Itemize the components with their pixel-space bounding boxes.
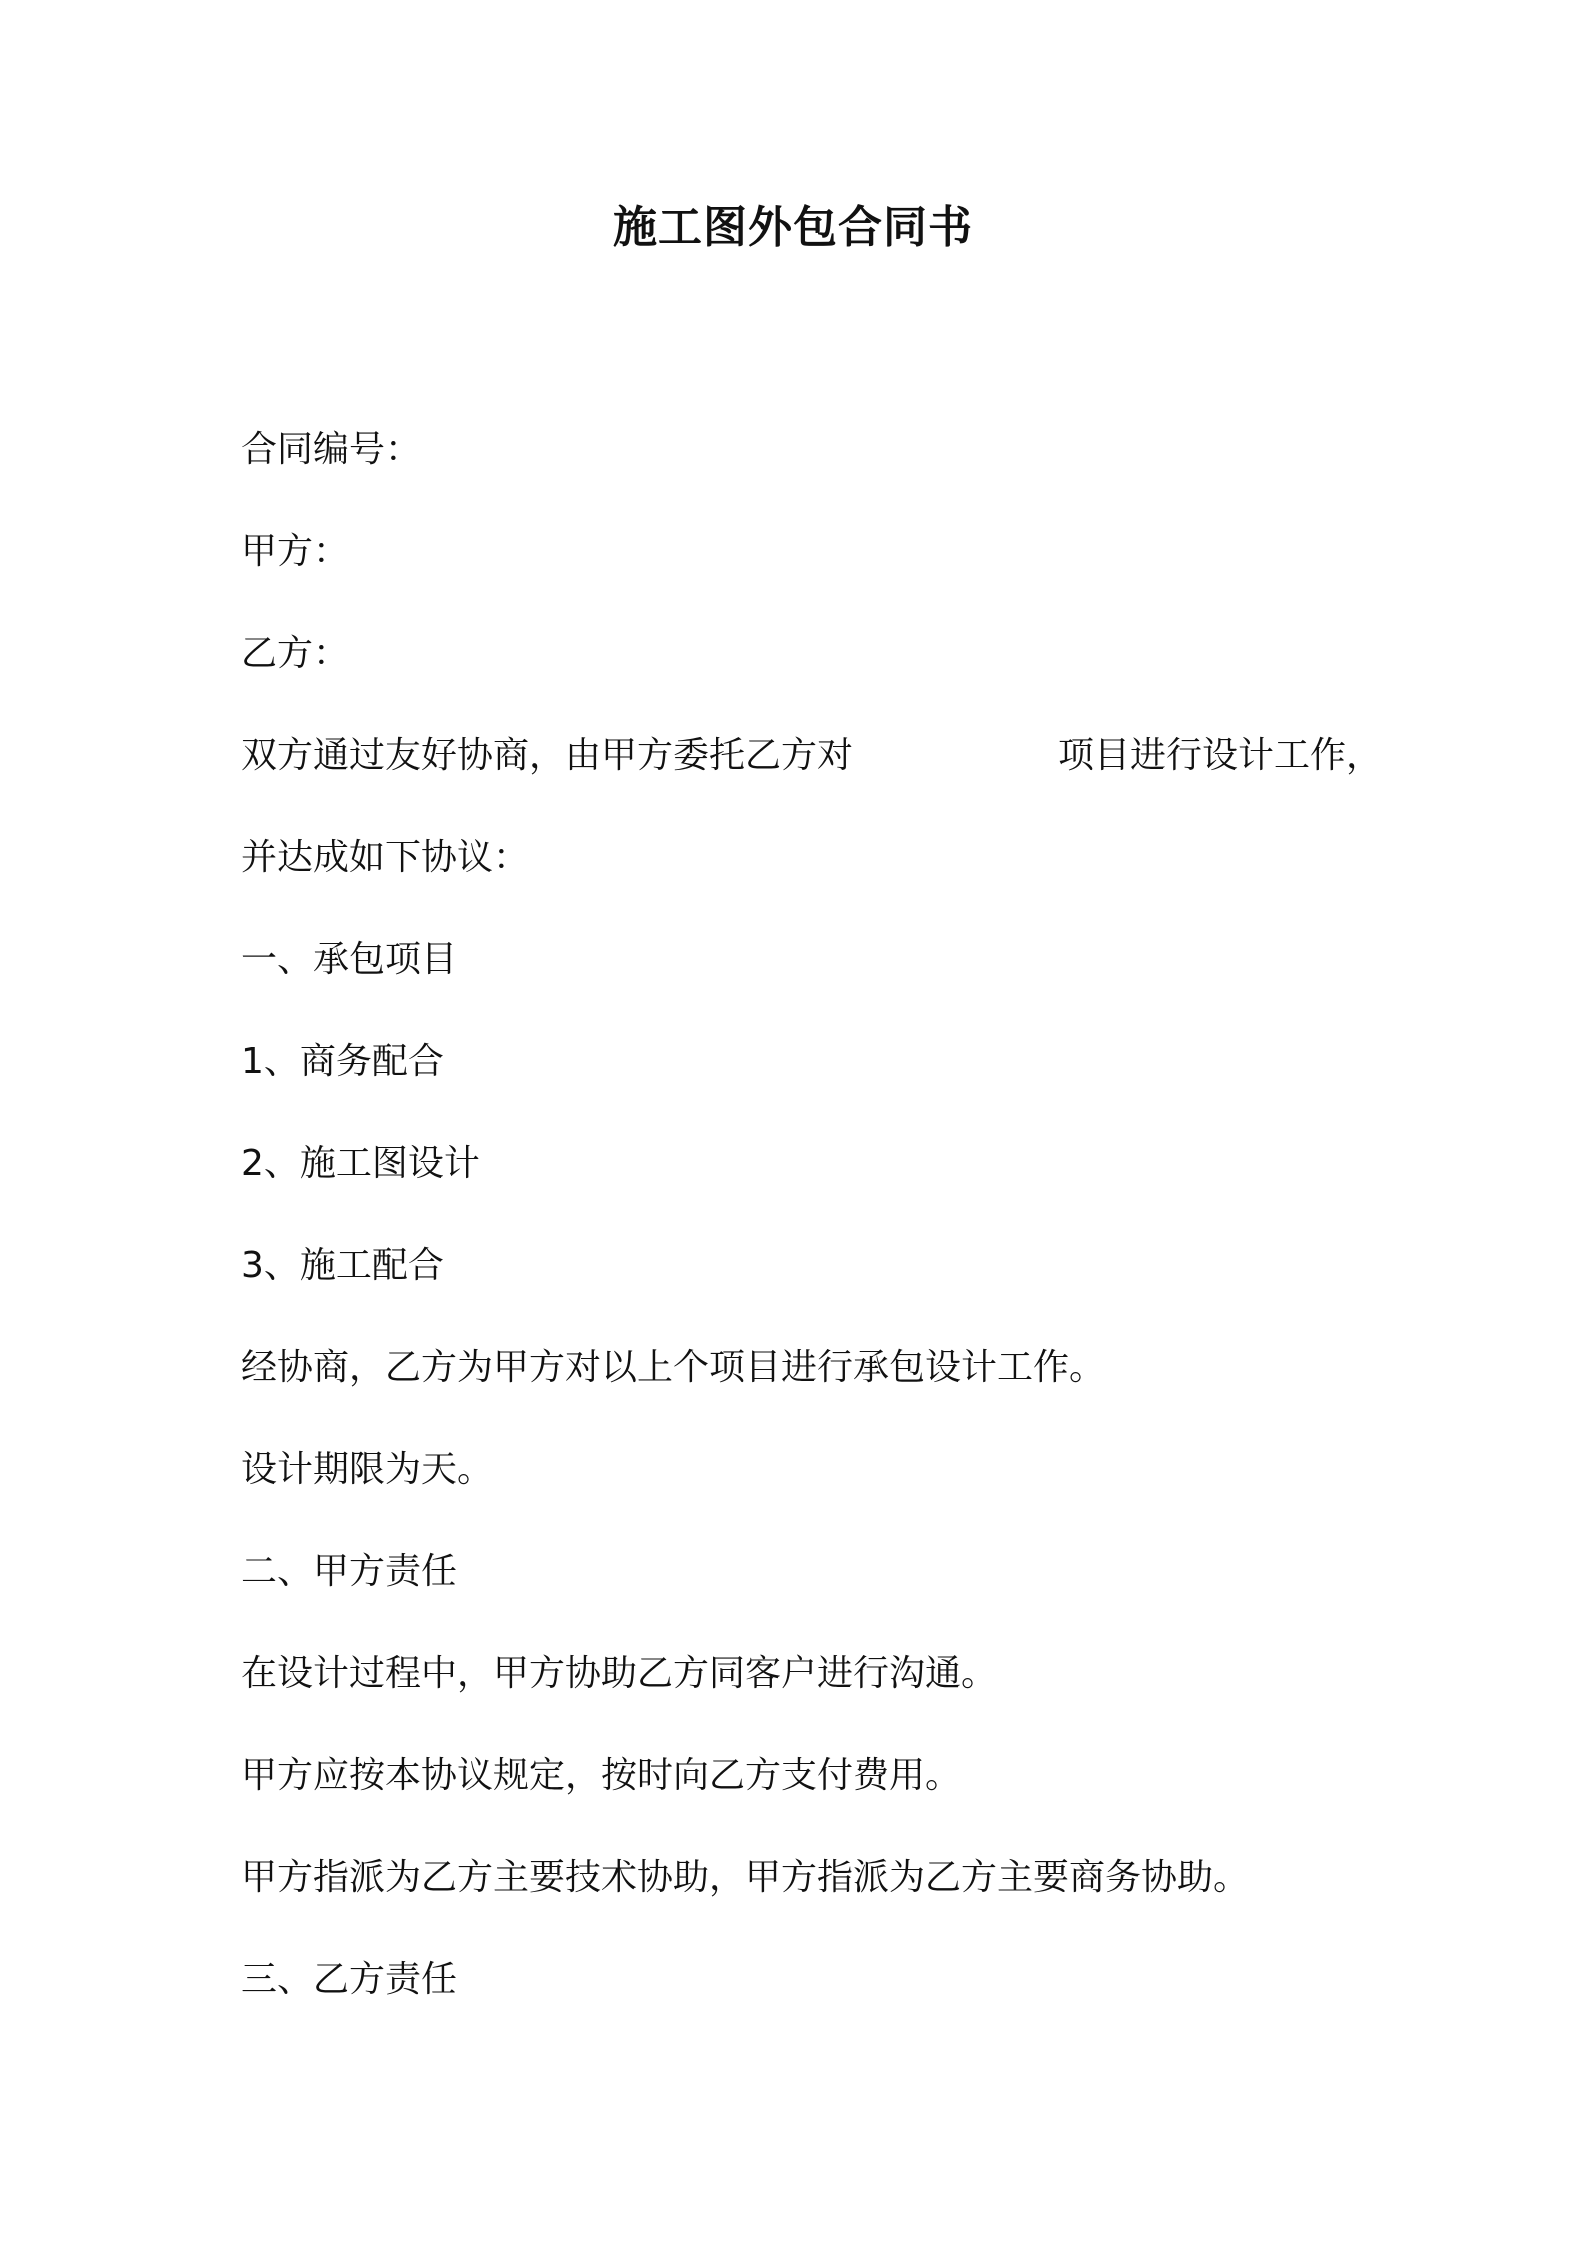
intro-paragraph-line1	[241, 732, 1382, 780]
section2-text: 甲方应按本协议规定，按时向乙方支付费用。	[241, 1755, 962, 1796]
intro-paragraph-line2: 并达成如下协议：	[241, 837, 530, 878]
section1-text: 经协商，乙方为甲方对以上个项目进行承包设计工作。	[241, 1347, 1106, 1388]
section2-heading: 二、甲方责任	[241, 1551, 458, 1592]
section1-item: 2、施工图设计	[241, 1143, 480, 1184]
contract-number-label: 合同编号：	[241, 429, 422, 470]
section2-text: 甲方指派为乙方主要技术协助，甲方指派为乙方主要商务协助。	[241, 1857, 1250, 1898]
section2-text: 在设计过程中，甲方协助乙方同客户进行沟通。	[241, 1653, 998, 1694]
document-title: 施工图外包合同书	[613, 202, 973, 253]
party-b-label: 乙方：	[241, 633, 350, 674]
section1-item: 3、施工配合	[241, 1245, 444, 1286]
section1-heading: 一、承包项目	[241, 939, 458, 980]
intro-text-part2: 项目进行设计工作，	[1058, 735, 1383, 776]
section1-item: 1、商务配合	[241, 1041, 444, 1082]
section3-heading: 三、乙方责任	[241, 1959, 458, 2000]
intro-text-part1: 双方通过友好协商，由甲方委托乙方对	[241, 735, 854, 776]
section1-text: 设计期限为天。	[241, 1449, 494, 1490]
party-a-label: 甲方：	[241, 531, 350, 572]
